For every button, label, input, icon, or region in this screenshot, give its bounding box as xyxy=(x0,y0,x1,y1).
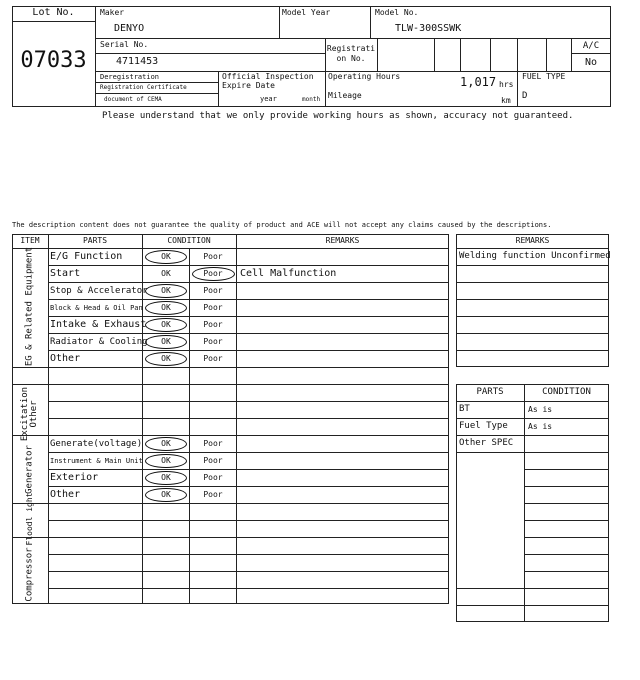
part-generate-voltage: Generate(voltage) xyxy=(50,439,143,449)
divider xyxy=(95,93,218,94)
row-line xyxy=(456,316,609,317)
ok-label: OK xyxy=(161,473,171,482)
part-radiator-cooling: Radiator & Cooling xyxy=(50,337,148,347)
row-line xyxy=(456,401,609,402)
ac-value: No xyxy=(584,57,598,68)
divider xyxy=(546,38,547,71)
ok-label: OK xyxy=(161,252,171,261)
poor-label: Poor xyxy=(203,269,223,278)
ok-label: OK xyxy=(161,320,171,329)
row-line xyxy=(48,401,449,402)
inspection-label-2: Expire Date xyxy=(222,81,275,90)
divider xyxy=(95,82,218,83)
divider xyxy=(571,53,611,54)
row-line xyxy=(456,265,609,266)
part-stop-accelerator: Stop & Accelerator xyxy=(50,286,148,296)
registration-label-2: on No. xyxy=(336,54,366,63)
ok-label: OK xyxy=(161,354,171,363)
row-line xyxy=(48,469,449,470)
cema-document-label: document of CEMA xyxy=(104,96,162,103)
row-line xyxy=(48,316,449,317)
poor-label: Poor xyxy=(203,456,223,465)
poor-label: Poor xyxy=(203,354,223,363)
model-no-label: Model No. xyxy=(375,8,419,17)
row-line xyxy=(524,486,609,487)
spec-condition-fuel-type: As is xyxy=(528,422,553,431)
row-line xyxy=(12,248,449,249)
row-line xyxy=(48,571,449,572)
row-line xyxy=(48,350,449,351)
row-line xyxy=(456,452,609,453)
mileage-label: Mileage xyxy=(328,91,362,100)
model-no-value: TLW-300SSWK xyxy=(395,23,462,34)
poor-label: Poor xyxy=(203,252,223,261)
serial-value: 4711453 xyxy=(116,56,159,67)
row-line xyxy=(48,554,449,555)
divider xyxy=(48,234,49,604)
row-line xyxy=(456,333,609,334)
row-line xyxy=(12,435,449,436)
row-line xyxy=(524,503,609,504)
poor-label: Poor xyxy=(203,439,223,448)
year-label: year xyxy=(260,95,277,103)
poor-label: Poor xyxy=(203,337,223,346)
divider xyxy=(95,6,96,107)
row-line xyxy=(456,282,609,283)
row-line xyxy=(456,299,609,300)
divider xyxy=(490,38,491,71)
ok-label: OK xyxy=(161,269,171,278)
part-other: Other xyxy=(50,353,81,364)
divider xyxy=(460,38,461,71)
divider xyxy=(236,234,237,604)
col-item-header: ITEM xyxy=(20,236,40,245)
divider xyxy=(370,6,371,38)
section-floodlight-label: Floodl ight xyxy=(25,492,34,546)
divider xyxy=(377,38,378,71)
ok-label: OK xyxy=(161,490,171,499)
accuracy-notice: Please understand that we only provide working hours as shown, accuracy not guaranteed. xyxy=(102,111,574,121)
row-line xyxy=(12,537,449,538)
row-line xyxy=(456,605,609,606)
poor-label: Poor xyxy=(203,320,223,329)
deregistration-label: Deregistration xyxy=(100,73,160,81)
row-line xyxy=(48,452,449,453)
row-line xyxy=(48,299,449,300)
row-line xyxy=(524,469,609,470)
row-line xyxy=(524,571,609,572)
ok-label: OK xyxy=(161,456,171,465)
registration-label: Registrati xyxy=(326,44,376,53)
serial-label: Serial No. xyxy=(100,40,149,49)
maker-label: Maker xyxy=(100,8,125,17)
month-label: month xyxy=(302,96,321,103)
part-eg-function: E/G Function xyxy=(50,251,123,262)
part-instrument-main-unit: Instrument & Main Unit xyxy=(50,457,143,465)
col-remarks-header: REMARKS xyxy=(325,236,360,245)
poor-label: Poor xyxy=(203,303,223,312)
ok-label: OK xyxy=(161,337,171,346)
row-line xyxy=(48,486,449,487)
remark-start: Cell Malfunction xyxy=(240,268,337,279)
row-line xyxy=(48,418,449,419)
part-start: Start xyxy=(50,268,81,279)
spec-part-bt: BT xyxy=(459,404,470,414)
model-year-label: Model Year xyxy=(282,8,331,17)
row-line xyxy=(12,367,449,368)
row-line xyxy=(524,554,609,555)
spec-condition-bt: As is xyxy=(528,405,553,414)
fuel-type-value: D xyxy=(522,91,528,101)
part-exterior: Exterior xyxy=(50,472,99,483)
divider xyxy=(279,6,280,38)
ac-label: A/C xyxy=(582,41,600,51)
maker-value: DENYO xyxy=(114,23,145,34)
fuel-type-label: FUEL TYPE xyxy=(522,72,566,81)
row-line xyxy=(456,435,609,436)
remark-welding: Welding function Unconfirmed xyxy=(459,251,611,261)
section-compressor-label: Compressor xyxy=(24,547,35,602)
row-line xyxy=(48,265,449,266)
section-excitation-label: Excitation Other xyxy=(20,386,39,442)
part-intake-exhaust: Intake & Exhaust xyxy=(50,319,147,330)
row-line xyxy=(48,282,449,283)
spec-part-other: Other SPEC xyxy=(459,438,514,448)
divider xyxy=(189,248,190,604)
row-line xyxy=(12,503,449,504)
disclaimer: The description content does not guarantee the quality of product and ACE will not accept any claims caused by the descriptions. xyxy=(12,221,552,229)
row-line xyxy=(48,520,449,521)
divider xyxy=(12,21,95,22)
inspection-label: Official Inspection xyxy=(222,72,314,81)
row-line xyxy=(456,248,609,249)
operating-hours-value: 1,017 xyxy=(460,75,497,89)
poor-label: Poor xyxy=(203,286,223,295)
poor-label: Poor xyxy=(203,473,223,482)
divider xyxy=(434,38,435,71)
row-line xyxy=(524,537,609,538)
km-unit: km xyxy=(501,96,511,105)
spec-part-fuel-type: Fuel Type xyxy=(459,421,508,431)
part-generator-other: Other xyxy=(50,489,81,500)
section-generator-label: Generator xyxy=(24,445,35,494)
remarks-panel-header: REMARKS xyxy=(515,236,550,245)
row-line xyxy=(456,350,609,351)
row-line xyxy=(524,520,609,521)
divider xyxy=(517,38,518,107)
operating-hours-label: Operating Hours xyxy=(328,72,401,81)
spec-parts-header: PARTS xyxy=(476,387,504,397)
col-condition-header: CONDITION xyxy=(167,236,211,245)
section-eg-label: EG & Related Equipment xyxy=(24,246,35,367)
row-line xyxy=(456,588,609,589)
row-line xyxy=(48,333,449,334)
lot-number: 07033 xyxy=(20,48,87,73)
divider xyxy=(95,53,325,54)
divider xyxy=(95,38,611,39)
ok-label: OK xyxy=(161,439,171,448)
spec-condition-header: CONDITION xyxy=(542,387,591,397)
hours-unit: hrs xyxy=(499,80,514,89)
ok-label: OK xyxy=(161,286,171,295)
ok-label: OK xyxy=(161,303,171,312)
row-line xyxy=(456,418,609,419)
poor-label: Poor xyxy=(203,490,223,499)
col-parts-header: PARTS xyxy=(82,236,108,245)
lot-label: Lot No. xyxy=(32,7,75,18)
row-line xyxy=(12,384,449,385)
divider xyxy=(218,71,219,107)
registration-certificate-label: Registration Certificate xyxy=(100,84,187,91)
part-block-head-oil-pan: Block & Head & Oil Pan xyxy=(50,304,143,312)
row-line xyxy=(48,588,449,589)
